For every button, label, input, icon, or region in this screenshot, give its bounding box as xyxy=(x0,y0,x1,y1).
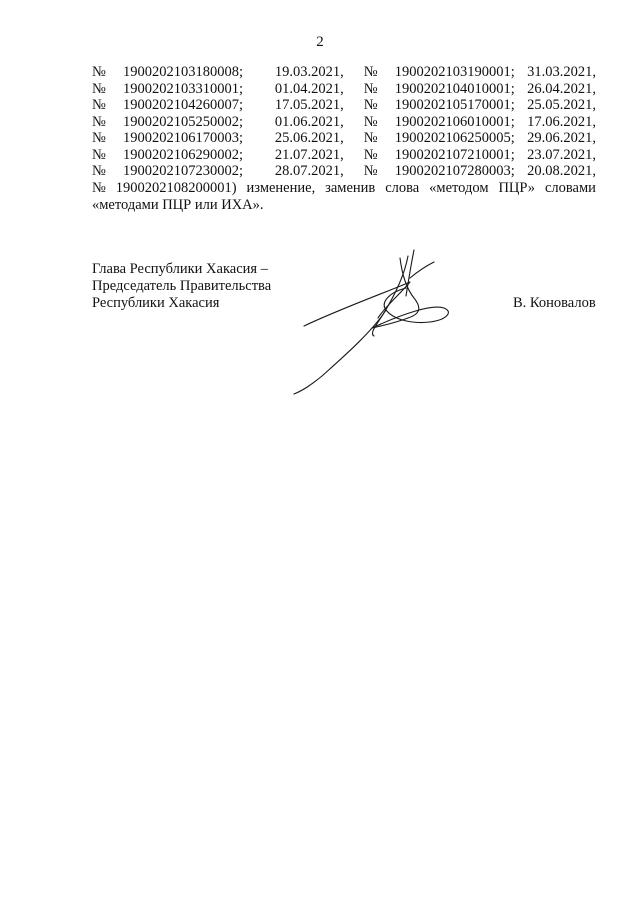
closing-line-1 xyxy=(92,180,596,197)
number-sign: № xyxy=(92,130,106,146)
registry-number: 1900202106290002; xyxy=(123,146,244,163)
closing-word: слова xyxy=(385,180,420,196)
page-number: 2 xyxy=(316,34,324,50)
closing-word: «методом xyxy=(429,180,489,196)
closing-word: ПЦР» xyxy=(498,180,536,196)
registry-number: 1900202103180008; xyxy=(123,64,244,80)
number-sign: № xyxy=(92,97,106,113)
registry-number: 1900202105250002; xyxy=(123,113,244,130)
registry-date: 01.04.2021, xyxy=(274,80,344,97)
registry-row xyxy=(92,130,596,147)
registry-number: 1900202104010001; xyxy=(394,80,515,97)
registry-date: 25.05.2021, xyxy=(527,97,596,113)
registry-number: 1900202107230002; xyxy=(123,163,244,179)
closing-word: № xyxy=(92,180,106,196)
closing-line-2: «методами ПЦР или ИХА». xyxy=(92,196,264,213)
registry-date: 21.07.2021, xyxy=(274,146,344,163)
registry-date: 20.08.2021, xyxy=(527,163,596,179)
registry-date: 29.06.2021, xyxy=(527,130,596,146)
registry-row xyxy=(92,163,596,180)
registry-date: 26.04.2021, xyxy=(527,80,596,97)
registry-date: 25.06.2021, xyxy=(274,130,344,146)
handwritten-signature xyxy=(282,248,492,398)
number-sign: № xyxy=(363,113,378,130)
registry-date: 01.06.2021, xyxy=(274,113,344,130)
signatory-title xyxy=(92,261,271,312)
registry-row xyxy=(92,97,596,114)
closing-word: заменив xyxy=(325,180,376,196)
number-sign: № xyxy=(363,80,378,97)
number-sign: № xyxy=(92,64,106,80)
closing-word: изменение, xyxy=(246,180,316,196)
number-sign: № xyxy=(92,146,106,163)
closing-word: словами xyxy=(544,180,596,196)
registry-number: 1900202107210001; xyxy=(394,146,515,163)
signatory-name: В. Коновалов xyxy=(513,295,596,311)
registry-table xyxy=(92,64,596,180)
registry-date: 31.03.2021, xyxy=(527,64,596,80)
number-sign: № xyxy=(363,97,378,113)
registry-number: 1900202107280003; xyxy=(394,163,515,179)
registry-number: 1900202103310001; xyxy=(123,80,244,97)
number-sign: № xyxy=(363,146,378,163)
registry-number: 1900202105170001; xyxy=(394,97,515,113)
number-sign: № xyxy=(363,163,378,179)
number-sign: № xyxy=(363,64,378,80)
registry-date: 19.03.2021, xyxy=(274,64,344,80)
number-sign: № xyxy=(92,80,106,97)
signatory-title-line: Республики Хакасия xyxy=(92,295,220,311)
number-sign: № xyxy=(363,130,378,146)
number-sign: № xyxy=(92,113,106,130)
registry-date: 23.07.2021, xyxy=(527,146,596,163)
registry-row xyxy=(92,64,596,81)
registry-number: 1900202106010001; xyxy=(394,113,515,130)
signatory-title-line: Глава Республики Хакасия – xyxy=(92,261,268,277)
signatory-title-line: Председатель Правительства xyxy=(92,278,272,294)
registry-date: 17.06.2021, xyxy=(527,113,596,130)
registry-row xyxy=(92,114,596,131)
registry-date: 28.07.2021, xyxy=(274,163,344,179)
closing-paragraph xyxy=(92,180,596,213)
registry-row xyxy=(92,81,596,98)
registry-number: 1900202103190001; xyxy=(394,64,515,80)
closing-word: 1900202108200001) xyxy=(115,180,237,196)
number-sign: № xyxy=(92,163,106,179)
registry-number: 1900202106250005; xyxy=(394,130,515,146)
registry-row xyxy=(92,147,596,164)
registry-date: 17.05.2021, xyxy=(274,97,344,113)
registry-number: 1900202104260007; xyxy=(123,97,244,113)
registry-number: 1900202106170003; xyxy=(123,130,244,146)
